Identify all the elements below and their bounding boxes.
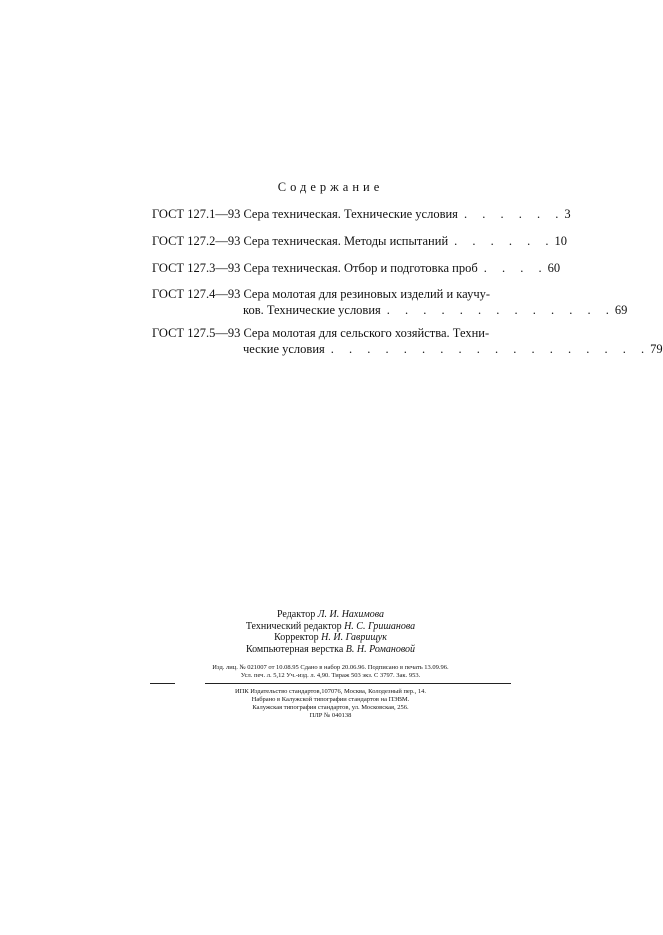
divider	[150, 683, 175, 684]
credits	[0, 609, 661, 655]
dot-leader: . . . . . . . . . . . . .	[386, 303, 615, 317]
toc-page-number: 10	[554, 234, 568, 248]
credit-name: Н. И. Гаврищук	[321, 632, 387, 643]
toc-entry-title-cont: ков. Технические условия	[243, 303, 381, 317]
toc-entry-title: ГОСТ 127.4—93 Сера молотая для резиновых изделий и каучу-	[152, 287, 491, 301]
credit-line	[0, 644, 661, 656]
credit-name: Н. С. Гришанова	[344, 620, 416, 632]
credit-name: В. Н. Романовой	[345, 643, 416, 655]
toc-page-number: 69	[614, 303, 628, 317]
dot-leader: . . . . . . . . . . . . . . . . . .	[330, 342, 651, 356]
dot-leader: . . . . . .	[454, 234, 555, 248]
imprint-line: ИПК Издательство стандартов,107076, Москва, Колодезный пер., 14.	[234, 688, 427, 695]
credit-line	[0, 621, 661, 633]
toc-entry-title: ГОСТ 127.3—93 Сера техническая. Отбор и подготовка проб	[152, 261, 478, 275]
credit-role: Технический редактор	[245, 620, 342, 632]
toc-entry	[152, 233, 568, 249]
credit-name: Л. И. Нахимова	[317, 609, 385, 620]
contents-title: Содержание	[277, 180, 384, 194]
toc-entry-title-cont: ческие условия	[243, 342, 325, 356]
toc-page-number: 60	[547, 261, 561, 275]
credit-line	[0, 632, 661, 644]
imprint-line: Калужская типография стандартов, ул. Московская, 256.	[252, 704, 409, 711]
credit-role: Редактор	[276, 609, 316, 620]
imprint-line: Усл. печ. л. 5,12 Уч.-изд. л. 4,90. Тираж 503 экз. С 3797. Зак. 953.	[240, 672, 421, 679]
toc-entry	[152, 286, 628, 318]
toc-page-number: 79	[650, 342, 663, 356]
toc-entry-title: ГОСТ 127.1—93 Сера техническая. Технические условия	[152, 207, 458, 221]
toc-entry-title: ГОСТ 127.5—93 Сера молотая для сельского хозяйства. Техни-	[152, 326, 490, 340]
imprint-line: Набрано в Калужской типографии стандартов на ПЭВМ.	[251, 696, 410, 703]
toc-entry	[152, 206, 571, 222]
dot-leader: . . . .	[483, 261, 548, 275]
divider	[205, 683, 511, 684]
credit-line	[0, 609, 661, 621]
toc-entry	[152, 325, 663, 357]
imprint-printer	[0, 688, 661, 720]
dot-leader: . . . . . .	[463, 207, 565, 221]
credit-role: Корректор	[274, 632, 319, 643]
imprint-line: Изд. лиц. № 021007 от 10.08.95 Сдано в набор 20.06.96. Подписано в печать 13.09.96.	[212, 664, 449, 671]
credit-role: Компьютерная верстка	[245, 643, 344, 655]
toc-page-number: 3	[564, 207, 571, 221]
toc-entry-title: ГОСТ 127.2—93 Сера техническая. Методы испытаний	[152, 234, 449, 248]
imprint-line: ПЛР № 040138	[309, 712, 352, 719]
toc-entry	[152, 260, 561, 276]
imprint-publication	[0, 664, 661, 680]
